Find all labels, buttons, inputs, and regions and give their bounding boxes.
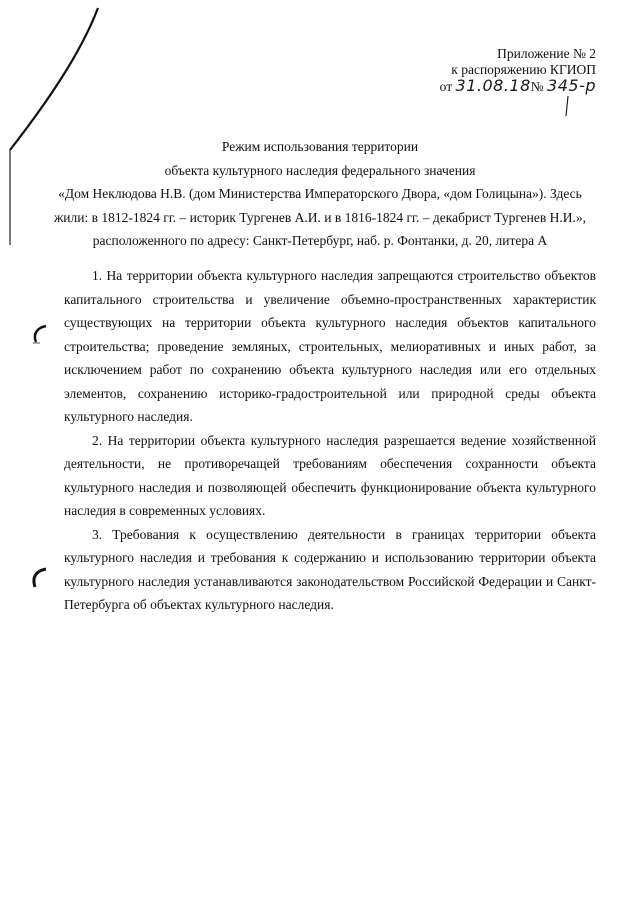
appendix-label: Приложение № 2	[497, 46, 596, 61]
handwritten-number: 345-р	[547, 76, 596, 95]
date-prefix: от	[439, 79, 453, 94]
punch-hole-mark-top	[35, 326, 46, 342]
header-block	[376, 46, 596, 98]
paragraph-3: 3. Требования к осуществлению деятельности в границах территории объекта культурного наследия и требования к содержанию и использованию территории объекта культурного наследия устанавливаются законодательством Российской Федерации и Санкт-Петербурга об объектах культурного наследия.	[64, 526, 596, 612]
scan-edge-stroke	[10, 8, 98, 150]
punch-hole-mark-bottom	[34, 569, 46, 587]
title-line: жили: в 1812-1824 гг. – историк Тургенев А.И. и в 1816-1824 гг. – декабрист Тургенев Н.И.»,	[53, 209, 587, 225]
number-prefix: №	[530, 79, 544, 94]
document-title	[50, 135, 590, 253]
paragraph-1: 1. На территории объекта культурного наследия запрещаются строительство объектов капитального строительства и увеличение объемно-пространственных характеристик существующих на территории объекта культурного наследия объектов капитального строительства; проведение земляных, строительных, мелиоративных и иных работ, за исключением работ по сохранению объекта культурного наследия или его отдельных элементов, сохранению историко-градостроительной или природной среды объекта культурного наследия.	[64, 268, 596, 424]
document-body	[64, 264, 596, 617]
handwritten-date: 31.08.18	[455, 76, 531, 95]
title-line: расположенного по адресу: Санкт-Петербург, наб. р. Фонтанки, д. 20, литера А	[92, 233, 548, 248]
signature-tail	[566, 96, 568, 116]
title-line: Режим использования территории	[221, 139, 419, 154]
date-number-line	[376, 78, 596, 98]
paragraph-2: 2. На территории объекта культурного наследия разрешается ведение хозяйственной деятельности, не противоречащей требованиям обеспечения сохранности объекта культурного наследия и позволяющей обеспечить функционирование объекта культурного наследия в современных условиях.	[64, 432, 596, 518]
title-line: объекта культурного наследия федерального значения	[164, 162, 476, 178]
order-reference: к распоряжению КГИОП	[451, 62, 596, 77]
title-line: «Дом Неклюдова Н.В. (дом Министерства Императорского Двора, «дом Голицына»). Здесь	[58, 186, 582, 201]
